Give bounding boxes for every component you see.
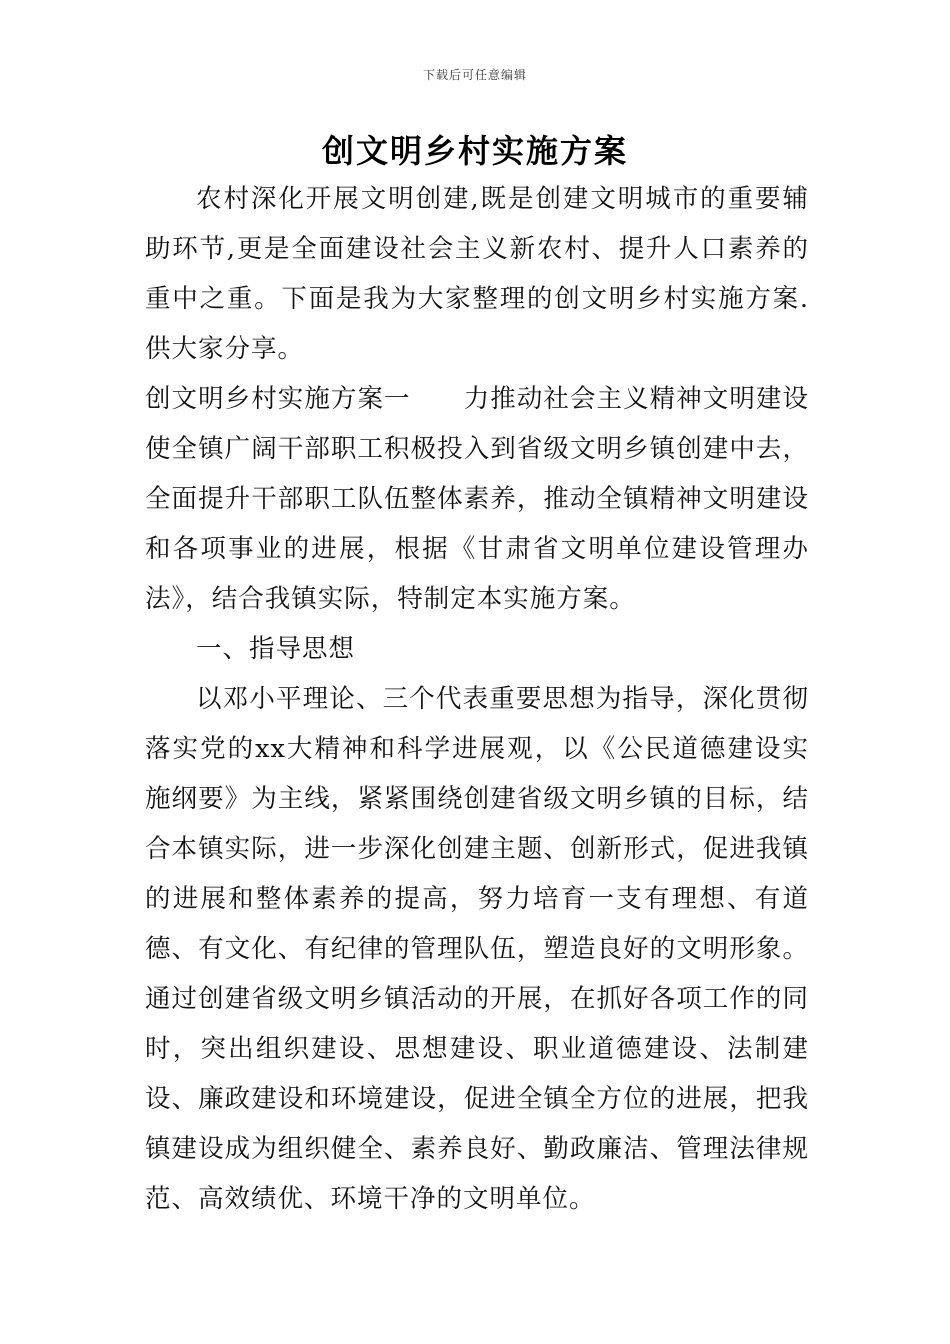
intro-paragraph: 农村深化开展文明创建,既是创建文明城市的重要辅助环节,更是全面建设社会主义新农村、提升人口素养的重中之重。下面是我为大家整理的创文明乡村实施方案.供大家分享。 (145, 184, 809, 364)
document-title: 创文明乡村实施方案 (321, 132, 628, 170)
section-heading-guiding-ideology: 一、指导思想 (196, 634, 356, 664)
page-header-note: 下载后可任意编辑 (422, 68, 527, 82)
document-body (145, 174, 809, 1224)
guiding-ideology-paragraph: 以邓小平理论、三个代表重要思想为指导，深化贯彻落实党的xx大精神和科学进展观，以《公民道德建设实施纲要》为主线，紧紧围绕创建省级文明乡镇的目标，结合本镇实际，进一步深化创建主题、创新形式，促进我镇的进展和整体素养的提高，努力培育一支有理想、有道德、有文化、有纪律的管理队伍，塑造良好的文明形象。通过创建省级文明乡镇活动的开展，在抓好各项工作的同时，突出组织建设、思想建设、职业道德建设、法制建设、廉政建设和环境建设，促进全镇全方位的进展，把我镇建设成为组织健全、素养良好、勤政廉洁、管理法律规范、高效绩优、环境干净的文明单位。 (145, 684, 809, 1214)
plan-one-paragraph: 创文明乡村实施方案一 力推动社会主义精神文明建设使全镇广阔干部职工积极投入到省级文明乡镇创建中去，全面提升干部职工队伍整体素养，推动全镇精神文明建设和各项事业的进展，根据《甘肃省文明单位建设管理办法》，结合我镇实际，特制定本实施方案。 (145, 384, 809, 614)
